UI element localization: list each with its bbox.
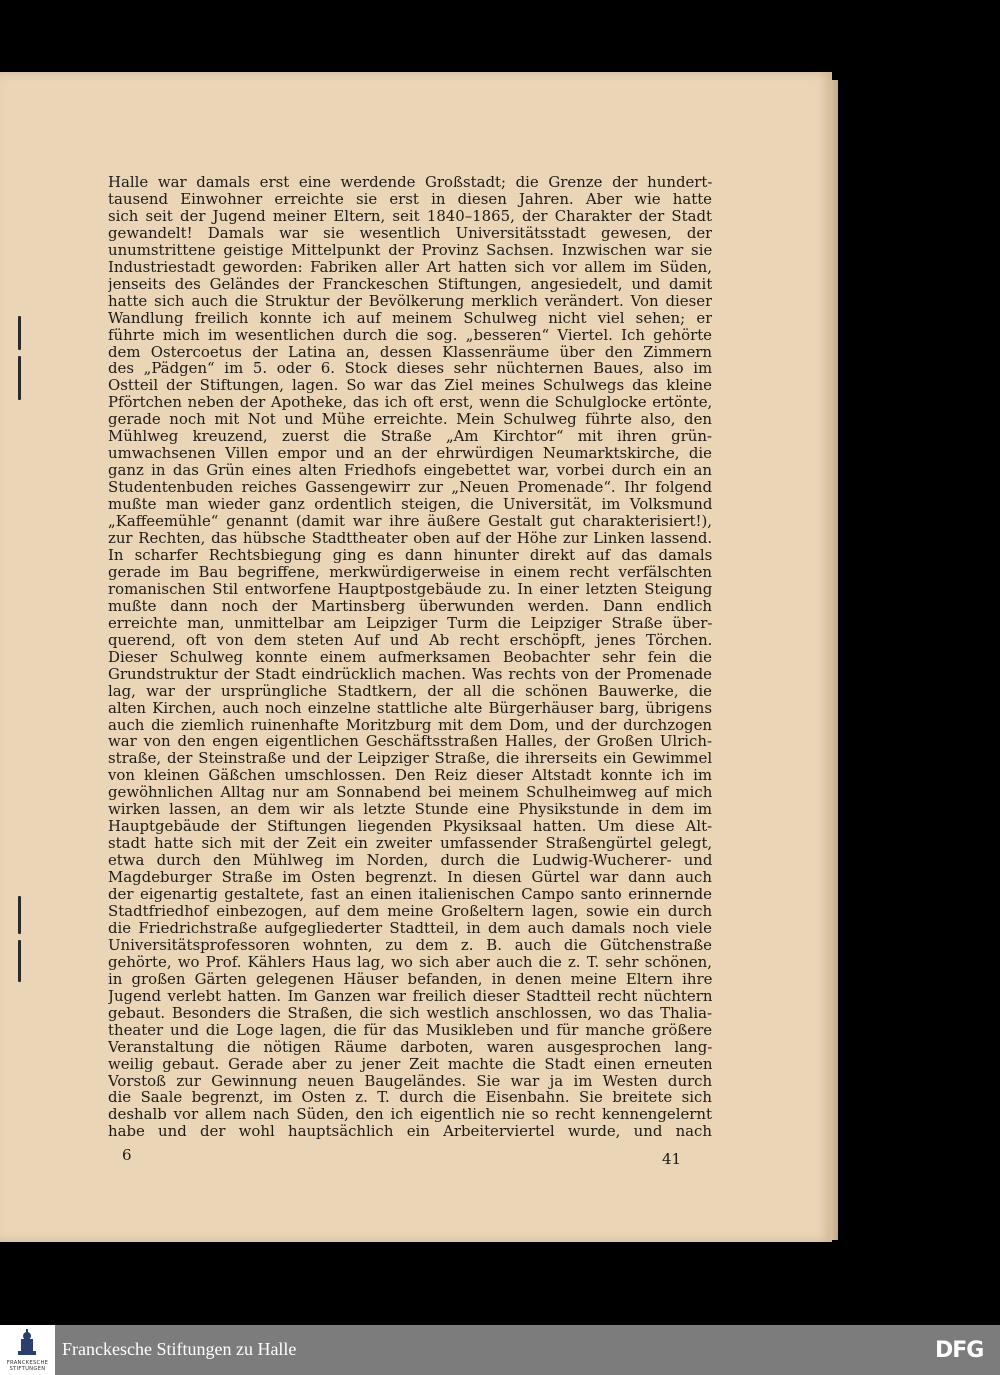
franckesche-logo[interactable] [0,1325,55,1375]
text-line: Grundstruktur der Stadt eindrücklich machen. Was rechts von der Promenade [108,665,712,683]
text-line: die Friedrichstraße aufgegliederter Stadtteil, in dem auch damals noch viele [108,919,712,937]
text-line: tausend Einwohner erreichte sie erst in diesen Jahren. Aber wie hatte [108,190,712,208]
text-line: die Saale begrenzt, im Osten z. T. durch die Eisenbahn. Sie breitete sich [108,1089,712,1107]
text-line: Wandlung freilich konnte ich auf meinem Schulweg nicht viel sehen; er [108,309,712,327]
staple-mark [18,356,21,400]
text-line: gewandelt! Damals war sie wesentlich Universitätsstadt gewesen, der [108,224,712,242]
text-line: des „Pädgen“ im 5. oder 6. Stock dieses sehr nüchternen Baues, also im [108,360,712,378]
text-line: in großen Gärten gelegenen Häuser befanden, in denen meine Eltern ihre [108,970,712,988]
text-line: etwa durch den Mühlweg im Norden, durch die Ludwig-Wucherer- und [108,852,712,870]
folio-left: 6 [122,1146,132,1164]
text-line: Mühlweg kreuzend, zuerst die Straße „Am Kirchtor“ mit ihren grün- [108,428,712,446]
text-line: theater und die Loge lagen, die für das Musikleben und für manche größere [108,1021,712,1039]
text-line: gehörte, wo Prof. Kählers Haus lag, wo sich aber auch die z. T. sehr schönen, [108,953,712,971]
text-line: erreichte man, unmittelbar am Leipziger Turm die Leipziger Straße über- [108,614,712,632]
page-edge [830,80,838,1240]
text-line: der eigenartig gestaltete, fast an einen italienischen Campo santo erinnernde [108,886,712,903]
text-line: dem Ostercoetus der Latina an, dessen Klassenräume über den Zimmern [108,343,712,361]
text-line: Universitätsprofessoren wohnten, zu dem z. B. auch die Gütchenstraße [108,936,712,954]
staple-mark [18,896,21,934]
text-line: wirken lassen, an dem wir als letzte Stunde eine Physikstunde in dem im [108,801,712,819]
text-line: Hauptgebäude der Stiftungen liegenden Pkysiksaal hatten. Um diese Alt- [108,818,712,836]
text-line: zur Rechten, das hübsche Stadttheater oben auf der Höhe zur Linken lassend. [108,530,712,547]
text-line: Magdeburger Straße im Osten begrenzt. In diesen Gürtel war dann auch [108,869,712,887]
staple-mark [18,316,21,350]
folio-right: 41 [662,1150,682,1168]
text-line: gerade noch mit Not und Mühe erreichte. Mein Schulweg führte also, den [108,411,712,429]
text-line: Dieser Schulweg konnte einem aufmerksamen Beobachter sehr fein die [108,648,712,666]
emblem-icon [15,1329,39,1359]
text-line: Veranstaltung die nötigen Räume darboten, waren ausgesprochen lang- [108,1038,712,1056]
logo-caption-line: FRANCKESCHE [6,1360,49,1366]
text-line: alten Kirchen, auch noch einzelne stattliche alte Bürgerhäuser barg, übrigens [108,699,712,717]
text-line: lag, war der ursprüngliche Stadtkern, der all die schönen Bauwerke, die [108,682,712,700]
text-line: Pförtchen neben der Apotheke, das ich oft erst, wenn die Schulglocke ertönte, [108,394,712,412]
text-line: auch die ziemlich ruinenhafte Moritzburg mit dem Dom, und der durchzogen [108,716,712,734]
staple-mark [18,940,21,982]
text-line: stadt hatte sich mit der Zeit ein zweiter umfassender Straßengürtel gelegt, [108,835,712,853]
text-line: querend, oft von dem steten Auf und Ab recht erschöpft, jenes Törchen. [108,631,712,649]
text-line: deshalb vor allem nach Süden, den ich eigentlich nie so recht kennengelernt [108,1106,712,1124]
text-line: Stadtfriedhof einbezogen, auf dem meine Großeltern lagen, sowie ein durch [108,902,712,920]
text-line: Vorstoß zur Gewinnung neuen Baugeländes. Sie war ja im Westen durch [108,1072,712,1090]
text-line: gebaut. Besonders die Straßen, die sich westlich anschlossen, wo das Thalia- [108,1004,712,1022]
text-line: umwachsenen Villen empor und an der ehrwürdigen Neumarktskirche, die [108,445,712,463]
text-line: war von den engen eigentlichen Geschäftsstraßen Halles, der Großen Ulrich- [108,733,712,751]
text-line: gerade im Bau begriffene, merkwürdigerweise in einem recht verfälschten [108,563,712,581]
text-line: Jugend verlebt hatten. Im Ganzen war freilich dieser Stadtteil recht nüchtern [108,987,712,1005]
text-line: Industriestadt geworden: Fabriken aller Art hatten sich vor allem im Süden, [108,258,712,276]
text-line: romanischen Stil entworfene Hauptpostgebäude zu. In einer letzten Steigung [108,580,712,598]
text-line: jenseits des Geländes der Franckeschen Stiftungen, angesiedelt, und damit [108,275,712,293]
text-line: straße, der Steinstraße und der Leipziger Straße, die ihrerseits ein Gewimmel [108,750,712,768]
footer-bar [0,1325,1000,1375]
text-line: sich seit der Jugend meiner Eltern, seit 1840–1865, der Charakter der Stadt [108,207,712,225]
text-line: In scharfer Rechtsbiegung ging es dann hinunter direkt auf das damals [108,546,712,564]
text-line: Studentenbuden reiches Gassengewirr zur „Neuen Promenade“. Ihr folgend [108,479,712,497]
text-line: unumstrittene geistige Mittelpunkt der Provinz Sachsen. Inzwischen war sie [108,241,712,259]
text-line: mußte man wieder ganz ordentlich steigen, die Universität, im Volksmund [108,496,712,514]
text-line: führte mich im wesentlichen durch die sog. „besseren“ Viertel. Ich gehörte [108,326,712,344]
logo-caption-line: STIFTUNGEN [9,1366,46,1372]
text-line: weilig gebaut. Gerade aber zu jener Zeit machte die Stadt einen erneuten [108,1055,712,1073]
text-line: Halle war damals erst eine werdende Großstadt; die Grenze der hundert- [108,174,712,191]
text-line: hatte sich auch die Struktur der Bevölkerung merklich verändert. Von dieser [108,292,712,310]
text-line: habe und der wohl hauptsächlich ein Arbeiterviertel wurde, und nach [108,1123,712,1141]
body-text [108,174,712,1140]
dfg-logo[interactable]: DFG [935,1338,984,1363]
text-line: mußte dann noch der Martinsberg überwunden werden. Dann endlich [108,597,712,615]
institution-title[interactable]: Franckesche Stiftungen zu Halle [62,1339,297,1359]
text-line: gewöhnlichen Alltag nur am Sonnabend bei meinem Schulheimweg auf mich [108,784,712,802]
text-line: Ostteil der Stiftungen, lagen. So war das Ziel meines Schulwegs das kleine [108,377,712,395]
logo-caption [2,1360,53,1372]
text-line: „Kaffeemühle“ genannt (damit war ihre äußere Gestalt gut charakterisiert!), [108,513,712,531]
text-line: ganz in das Grün eines alten Friedhofs eingebettet war, vorbei durch ein an [108,462,712,480]
text-line: von kleinen Gäßchen umschlossen. Den Reiz dieser Altstadt konnte ich im [108,767,712,785]
